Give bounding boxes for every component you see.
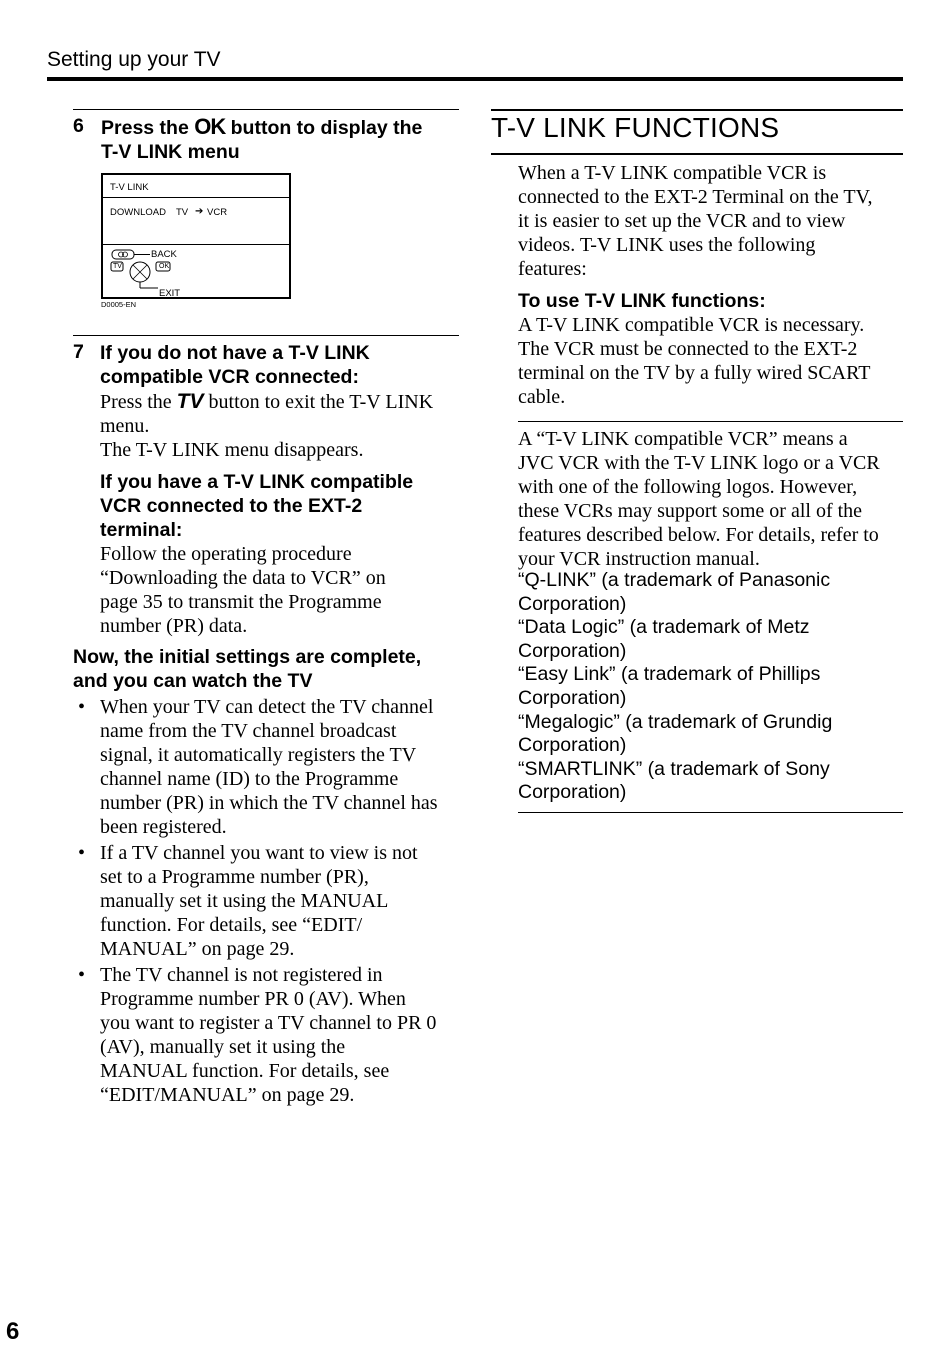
section-heading: Now, the initial settings are complete, xyxy=(73,646,422,668)
menu-divider xyxy=(103,244,289,245)
menu-title: T-V LINK xyxy=(110,182,149,193)
list-item-text: set to a Programme number (PR), xyxy=(100,866,369,888)
back-label: BACK xyxy=(151,249,177,260)
body-text: it is easier to set up the VCR and to view xyxy=(518,210,846,232)
step-heading-text: button to display the xyxy=(225,117,423,139)
list-item xyxy=(73,963,463,1107)
section-title: T-V LINK FUNCTIONS xyxy=(491,112,780,143)
ok-button-glyph: OK xyxy=(194,114,226,139)
completion-section xyxy=(73,645,463,1109)
list-item-text: Programme number PR 0 (AV). When xyxy=(100,988,406,1010)
page-number: 6 xyxy=(6,1318,20,1345)
divider xyxy=(73,109,459,110)
trademark-text: Corporation) xyxy=(518,781,627,804)
body-text: A “T-V LINK compatible VCR” means a xyxy=(518,428,848,450)
list-item-text: • If a TV channel you want to view is not xyxy=(100,842,418,864)
step-heading-text: VCR connected to the EXT-2 xyxy=(100,495,363,517)
step-number: 6 xyxy=(73,115,84,137)
trademark-text: Corporation) xyxy=(518,639,627,662)
trademark-text: Corporation) xyxy=(518,686,627,709)
trademark-text: “Data Logic” (a trademark of Metz xyxy=(518,616,810,639)
step-heading-text: compatible VCR connected: xyxy=(100,366,359,388)
body-text: these VCRs may support some or all of the xyxy=(518,500,863,522)
step-7-content xyxy=(100,341,460,638)
list-item-text: been registered. xyxy=(100,816,227,838)
menu-item-download: DOWNLOAD xyxy=(110,207,166,218)
body-text: page 35 to transmit the Programme xyxy=(100,591,382,613)
header-rule xyxy=(47,77,903,81)
body-text: “Downloading the data to VCR” on xyxy=(100,567,386,589)
arrow-right-icon: ➔ xyxy=(195,206,204,217)
step-heading-text: If you do not have a T-V LINK xyxy=(100,342,370,364)
tv-button-glyph: TV xyxy=(176,390,204,413)
exit-label: EXIT xyxy=(159,288,181,299)
list-item-text: (AV), manually set it using the xyxy=(100,1036,346,1058)
trademark-text: “Megalogic” (a trademark of Grundig xyxy=(518,710,833,733)
body-text: features: xyxy=(518,258,587,280)
section-heading: and you can watch the TV xyxy=(73,670,313,692)
list-item-text: you want to register a TV channel to PR 0 xyxy=(100,1012,437,1034)
intro-paragraph xyxy=(518,161,908,281)
body-text: The VCR must be connected to the EXT-2 xyxy=(518,338,858,360)
list-item-text: • The TV channel is not registered in xyxy=(100,964,383,986)
body-text: videos. T-V LINK uses the following xyxy=(518,234,816,256)
body-text: JVC VCR with the T-V LINK logo or a VCR xyxy=(518,452,880,474)
body-text: terminal on the TV by a fully wired SCART xyxy=(518,362,871,384)
list-item-text: channel name (ID) to the Programme xyxy=(100,768,399,790)
body-text: button to exit the T-V LINK xyxy=(203,391,434,413)
subheading: To use T-V LINK functions: xyxy=(518,290,766,312)
menu-divider xyxy=(103,197,289,198)
body-text: A T-V LINK compatible VCR is necessary. xyxy=(518,314,865,336)
body-text: When a T-V LINK compatible VCR is xyxy=(518,162,827,184)
body-text: Follow the operating procedure xyxy=(100,543,352,565)
step-heading-text: T-V LINK menu xyxy=(101,141,240,163)
tv-button-label: TV xyxy=(113,263,122,270)
menu-item-vcr: VCR xyxy=(207,207,228,218)
list-item-text: signal, it automatically registers the TV xyxy=(100,744,417,766)
divider xyxy=(491,109,903,111)
body-text: with one of the following logos. However, xyxy=(518,476,858,498)
ok-button-label: OK xyxy=(159,263,170,270)
body-text: The T-V LINK menu disappears. xyxy=(100,439,364,461)
trademark-text: “Easy Link” (a trademark of Phillips xyxy=(518,663,821,686)
trademark-text: “Q-LINK” (a trademark of Panasonic xyxy=(518,569,831,591)
list-item-text: manually set it using the MANUAL xyxy=(100,890,389,912)
list-item-text: name from the TV channel broadcast xyxy=(100,720,397,742)
list-item-text: • When your TV can detect the TV channel xyxy=(100,696,434,718)
trademark-text: Corporation) xyxy=(518,734,627,757)
trademark-text: Corporation) xyxy=(518,592,627,615)
divider xyxy=(518,421,903,422)
requirement-paragraph xyxy=(518,313,908,409)
list-item-text: MANUAL function. For details, see xyxy=(100,1060,390,1082)
body-text: your VCR instruction manual. xyxy=(518,548,760,570)
step-heading-text: Press the xyxy=(101,117,195,139)
step-heading-text: terminal: xyxy=(100,519,183,541)
step-number: 7 xyxy=(73,341,84,363)
body-text: connected to the EXT-2 Terminal on the TV, xyxy=(518,186,873,208)
trademark-list xyxy=(518,569,908,805)
body-text: number (PR) data. xyxy=(100,615,248,637)
body-text: features described below. For details, refer to xyxy=(518,524,879,546)
divider xyxy=(73,335,459,336)
menu-item-tv: TV xyxy=(176,207,189,218)
list-item-text: function. For details, see “EDIT/ xyxy=(100,914,363,936)
list-item xyxy=(73,841,463,961)
note-paragraph xyxy=(518,427,908,571)
step-heading xyxy=(101,115,461,164)
list-item-text: “EDIT/MANUAL” on page 29. xyxy=(100,1084,355,1106)
figure-code: D0005-EN xyxy=(101,300,137,309)
body-text: menu. xyxy=(100,415,150,437)
list-item xyxy=(73,695,463,839)
list-item-text: number (PR) in which the TV channel has xyxy=(100,792,438,814)
bullet-list xyxy=(73,695,463,1107)
step-heading-text: If you have a T-V LINK compatible xyxy=(100,471,414,493)
body-text: Press the xyxy=(100,391,177,413)
tvlink-menu-screen xyxy=(101,173,291,299)
divider xyxy=(518,812,903,813)
trademark-text: “SMARTLINK” (a trademark of Sony xyxy=(518,757,830,780)
page-header-title: Setting up your TV xyxy=(47,48,221,71)
divider xyxy=(491,153,903,155)
body-text: cable. xyxy=(518,386,566,408)
list-item-text: MANUAL” on page 29. xyxy=(100,938,295,960)
